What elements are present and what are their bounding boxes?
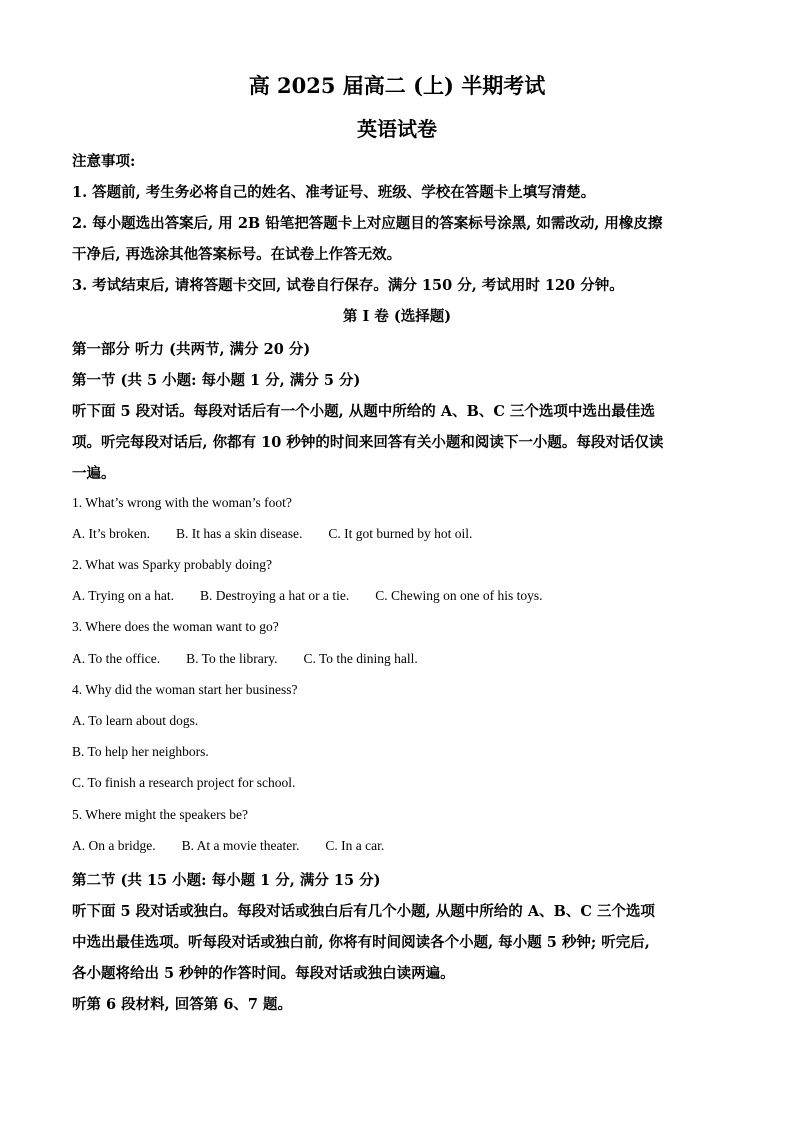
question-4-option-c: C. To finish a research project for school. — [72, 775, 296, 790]
question-1-option-b: B. It has a skin disease. — [176, 526, 303, 541]
question-5-option-a: A. On a bridge. — [72, 838, 156, 853]
question-5-option-b: B. At a movie theater. — [181, 838, 300, 853]
section-2-instruction-line-2: 中选出最佳选项。听每段对话或独白前, 你将有时间阅读各个小题, 每小题 5 秒钟; 听完后, — [72, 934, 650, 951]
question-4-stem: 4. Why did the woman start her business? — [72, 682, 298, 697]
question-4-option-b: B. To help her neighbors. — [72, 744, 209, 759]
question-1-option-a: A. It’s broken. — [72, 526, 150, 541]
note-item-2-line-2: 干净后, 再选涂其他答案标号。在试卷上作答无效。 — [72, 246, 402, 263]
question-3-options — [72, 651, 444, 667]
question-1-stem: 1. What’s wrong with the woman’s foot? — [72, 495, 292, 510]
notes-heading: 注意事项: — [72, 153, 136, 170]
question-3-option-b: B. To the library. — [186, 651, 278, 666]
note-item-1: 1. 答题前, 考生务必将自己的姓名、准考证号、班级、学校在答题卡上填写清楚。 — [72, 184, 596, 201]
section-2-instruction-line-1: 听下面 5 段对话或独白。每段对话或独白后有几个小题, 从题中所给的 A、B、C 三个选项 — [72, 903, 655, 920]
question-5-option-c: C. In a car. — [325, 838, 385, 853]
question-1-option-c: C. It got burned by hot oil. — [328, 526, 473, 541]
question-2-option-c: C. Chewing on one of his toys. — [375, 588, 543, 603]
question-2-option-b: B. Destroying a hat or a tie. — [200, 588, 350, 603]
question-1-options — [72, 526, 498, 542]
volume-1-title: 第 I 卷 (选择题) — [342, 308, 452, 325]
question-2-stem: 2. What was Sparky probably doing? — [72, 557, 272, 572]
question-3-option-a: A. To the office. — [72, 651, 161, 666]
question-5-options — [72, 838, 410, 854]
question-2-option-a: A. Trying on a hat. — [72, 588, 175, 603]
exam-title: 高 2025 届高二 (上) 半期考试 — [248, 73, 546, 98]
section-2-instruction-line-3: 各小题将给出 5 秒钟的作答时间。每段对话或独白读两遍。 — [72, 965, 455, 982]
material-6-heading: 听第 6 段材料, 回答第 6、7 题。 — [72, 996, 293, 1013]
note-item-2-line-1: 2. 每小题选出答案后, 用 2B 铅笔把答题卡上对应题目的答案标号涂黑, 如需改动, 用橡皮擦 — [72, 215, 663, 232]
exam-subtitle: 英语试卷 — [357, 117, 437, 141]
question-2-options — [72, 588, 568, 604]
question-3-option-c: C. To the dining hall. — [303, 651, 418, 666]
question-3-stem: 3. Where does the woman want to go? — [72, 619, 279, 634]
section-1-instruction-line-1: 听下面 5 段对话。每段对话后有一个小题, 从题中所给的 A、B、C 三个选项中选出最佳选 — [72, 403, 655, 420]
part-1-title: 第一部分 听力 (共两节, 满分 20 分) — [72, 341, 311, 358]
section-1-instruction-line-3: 一遍。 — [72, 465, 116, 482]
question-5-stem: 5. Where might the speakers be? — [72, 807, 248, 822]
question-4-option-a: A. To learn about dogs. — [72, 713, 199, 728]
section-1-instruction-line-2: 项。听完每段对话后, 你都有 10 秒钟的时间来回答有关小题和阅读下一小题。每段对话仅读 — [72, 434, 664, 451]
section-1-title: 第一节 (共 5 小题: 每小题 1 分, 满分 5 分) — [72, 372, 361, 389]
section-2-title: 第二节 (共 15 小题: 每小题 1 分, 满分 15 分) — [72, 872, 381, 889]
note-item-3: 3. 考试结束后, 请将答题卡交回, 试卷自行保存。满分 150 分, 考试用时 120 分钟。 — [72, 277, 624, 294]
